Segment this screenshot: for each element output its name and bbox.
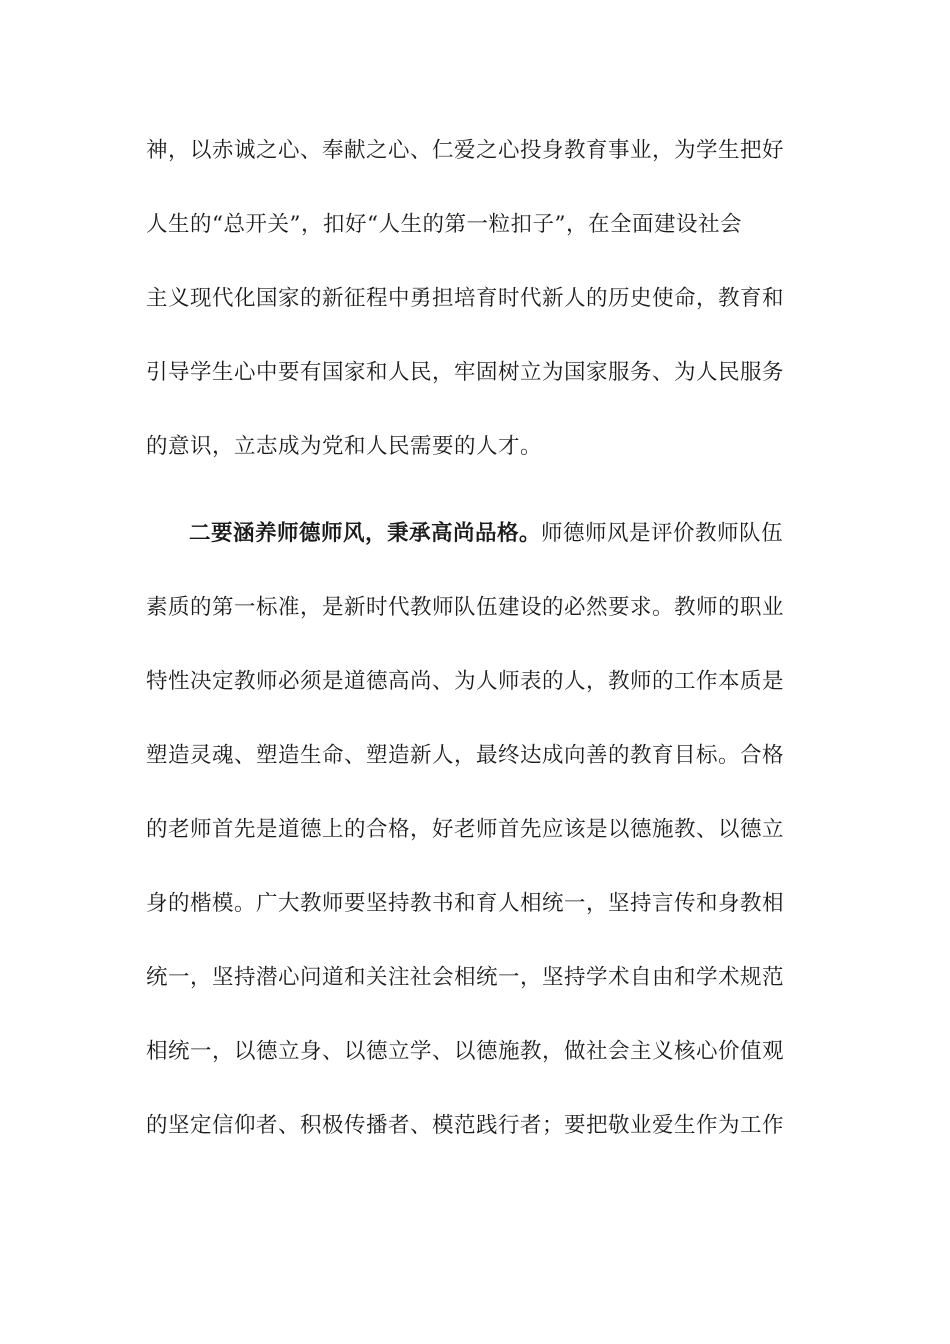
paragraph-line: 引导学生心中要有国家和人民，牢固树立为国家服务、为人民服务 (146, 360, 785, 385)
paragraph-line: 塑造灵魂、塑造生命、塑造新人，最终达成向善的教育目标。合格 (146, 743, 785, 768)
paragraph-line: 人生的“总开关”，扣好“人生的第一粒扣子”，在全面建设社会 (146, 212, 742, 237)
section-heading: 二要涵养师德师风，秉承高尚品格。 (189, 521, 542, 546)
paragraph-line: 的坚定信仰者、积极传播者、模范践行者；要把敬业爱生作为工作 (146, 1113, 785, 1138)
paragraph-1 (146, 114, 806, 484)
paragraph-first-line (146, 497, 806, 571)
paragraph-line: 素质的第一标准，是新时代教师队伍建设的必然要求。教师的职业 (146, 595, 785, 620)
paragraph-line: 主义现代化国家的新征程中勇担培育时代新人的历史使命，教育和 (146, 286, 785, 311)
paragraph-line: 身的楷模。广大教师要坚持教书和育人相统一，坚持言传和身教相 (146, 891, 785, 916)
paragraph-line: 统一，坚持潜心问道和关注社会相统一，坚持学术自由和学术规范 (146, 965, 785, 990)
paragraph-2 (146, 497, 806, 1163)
paragraph-first-line-text: 师德师风是评价教师队伍 (541, 521, 784, 546)
paragraph-line: 的老师首先是道德上的合格，好老师首先应该是以德施教、以德立 (146, 817, 785, 842)
paragraph-line: 相统一，以德立身、以德立学、以德施教，做社会主义核心价值观 (146, 1039, 785, 1064)
paragraph-line: 特性决定教师必须是道德高尚、为人师表的人，教师的工作本质是 (146, 669, 785, 694)
paragraph-line: 神，以赤诚之心、奉献之心、仁爱之心投身教育事业，为学生把好 (146, 138, 785, 163)
paragraph-line: 的意识，立志成为党和人民需要的人才。 (146, 434, 543, 459)
